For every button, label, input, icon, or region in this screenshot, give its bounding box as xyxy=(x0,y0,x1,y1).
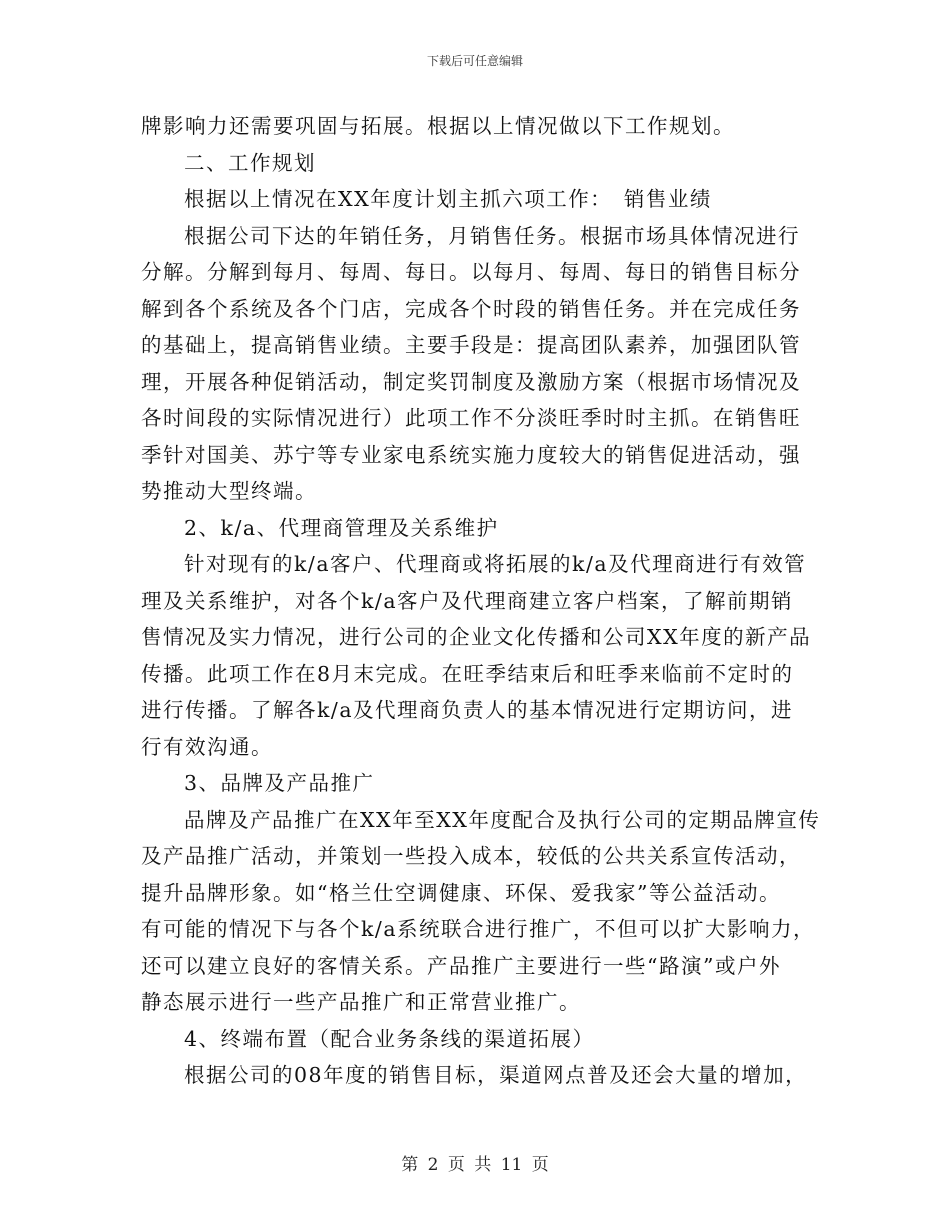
text-line: 传播。此项工作在8月末完成。在旺季结束后和旺季来临前不定时的 xyxy=(141,661,794,686)
text-line: 品牌及产品推广在XX年至XX年度配合及执行公司的定期品牌宣传 xyxy=(184,807,821,832)
page-footer: 第 2 页 共 11 页 xyxy=(401,1155,549,1175)
section-heading: 二、工作规划 xyxy=(184,150,316,175)
text-line: 理及关系维护，对各个k/a客户及代理商建立客户档案，了解前期销 xyxy=(141,588,794,613)
text-line: 根据公司下达的年销任务，月销售任务。根据市场具体情况进行 xyxy=(184,223,800,248)
text-line: 根据以上情况在XX年度计划主抓六项工作： 销售业绩 xyxy=(184,187,712,211)
text-line: 进行传播。了解各k/a及代理商负责人的基本情况进行定期访问，进 xyxy=(141,698,794,722)
document-body xyxy=(141,108,821,1094)
section-heading: 3、品牌及产品推广 xyxy=(184,771,375,795)
text-line: 售情况及实力情况，进行公司的企业文化传播和公司XX年度的新产品 xyxy=(141,625,812,649)
section-heading: 4、终端布置（配合业务条线的渠道拓展） xyxy=(184,1026,595,1051)
text-line: 提升品牌形象。如“格兰仕空调健康、环保、爱我家”等公益活动。 xyxy=(141,880,781,905)
text-line: 各时间段的实际情况进行）此项工作不分淡旺季时时主抓。在销售旺 xyxy=(141,406,801,430)
text-line: 解到各个系统及各个门店，完成各个时段的销售任务。并在完成任务 xyxy=(141,296,801,321)
text-line: 分解。分解到每月、每周、每日。以每月、每周、每日的销售目标分 xyxy=(141,260,801,284)
text-line: 行有效沟通。 xyxy=(141,734,273,759)
text-line: 牌影响力还需要巩固与拓展。根据以上情况做以下工作规划。 xyxy=(141,114,735,138)
text-line: 势推动大型终端。 xyxy=(141,479,317,503)
text-line: 的基础上，提高销售业绩。主要手段是：提高团队素养，加强团队管 xyxy=(141,333,801,357)
text-line: 及产品推广活动，并策划一些投入成本，较低的公共关系宣传活动， xyxy=(141,844,801,868)
text-line: 还可以建立良好的客情关系。产品推广主要进行一些“路演”或户外 xyxy=(141,953,781,978)
text-line: 有可能的情况下与各个k/a系统联合进行推广，不但可以扩大影响力， xyxy=(141,917,816,941)
text-line: 理，开展各种促销活动，制定奖罚制度及激励方案（根据市场情况及 xyxy=(141,369,801,394)
page-header: 下载后可任意编辑 xyxy=(426,54,523,68)
text-line: 静态展示进行一些产品推广和正常营业推广。 xyxy=(141,990,581,1014)
text-line: 季针对国美、苏宁等专业家电系统实施力度较大的销售促进活动，强 xyxy=(141,442,801,467)
section-heading: 2、k/a、代理商管理及关系维护 xyxy=(184,515,499,540)
text-line: 根据公司的08年度的销售目标，渠道网点普及还会大量的增加， xyxy=(184,1063,808,1087)
text-line: 针对现有的k/a客户、代理商或将拓展的k/a及代理商进行有效管 xyxy=(184,552,807,576)
